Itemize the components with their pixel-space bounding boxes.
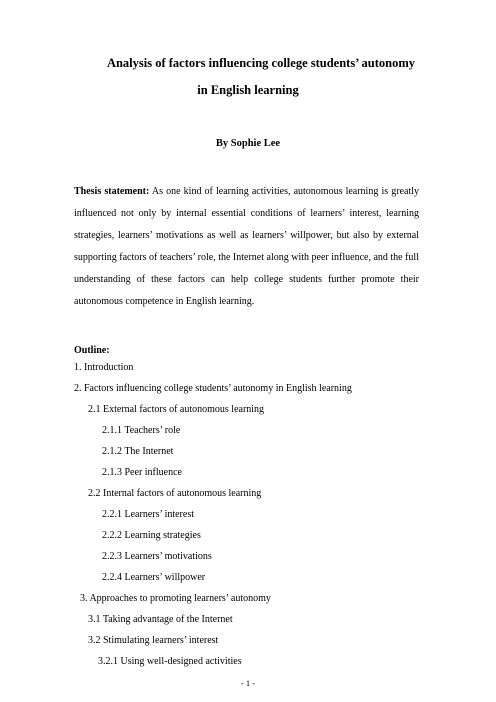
outline-item-2-2-3: 2.2.3 Learners’ motivations [102,551,212,562]
outline-item-2: 2. Factors influencing college students’ autonomy in English learning [74,383,352,394]
thesis-label: Thesis statement: [74,186,150,197]
outline-heading: Outline: [74,345,110,356]
document-title-line-2: in English learning [197,83,299,97]
outline-item-2-1-1: 2.1.1 Teachers’ role [102,425,181,436]
outline-item-2-1-3: 2.1.3 Peer influence [102,467,182,478]
outline-item-3: 3. Approaches to promoting learners’ autonomy [80,593,271,604]
outline-item-3-2: 3.2 Stimulating learners’ interest [88,635,219,646]
outline-item-2-2-2: 2.2.2 Learning strategies [102,530,201,541]
outline-item-2-2-1: 2.2.1 Learners’ interest [102,509,194,520]
document-title-line-1: Analysis of factors influencing college students’ autonomy [106,56,416,70]
outline-item-3-1: 3.1 Taking advantage of the Internet [88,614,233,625]
thesis-text: As one kind of learning activities, autonomous learning is greatly influenced not only by internal essential conditions of learners’ interest, learning strategies, learners’ motivations as well as learners’ willpower, but also by external supporting factors of teachers’ role, the Internet along with peer influence, and the full understanding of these factors can help college students further promote their autonomous competence in English learning. [74,186,419,307]
outline-item-3-2-1: 3.2.1 Using well-designed activities [98,656,242,667]
outline-item-2-2-4: 2.2.4 Learners’ willpower [102,572,206,583]
thesis-statement [74,181,419,313]
outline-item-1: 1. Introduction [74,362,134,373]
author-byline: By Sophie Lee [215,138,281,149]
outline-item-2-1: 2.1 External factors of autonomous learning [88,404,265,415]
page-number: - 1 - [240,678,256,688]
outline-item-2-1-2: 2.1.2 The Internet [102,446,174,457]
outline-item-2-2: 2.2 Internal factors of autonomous learning [88,488,262,499]
